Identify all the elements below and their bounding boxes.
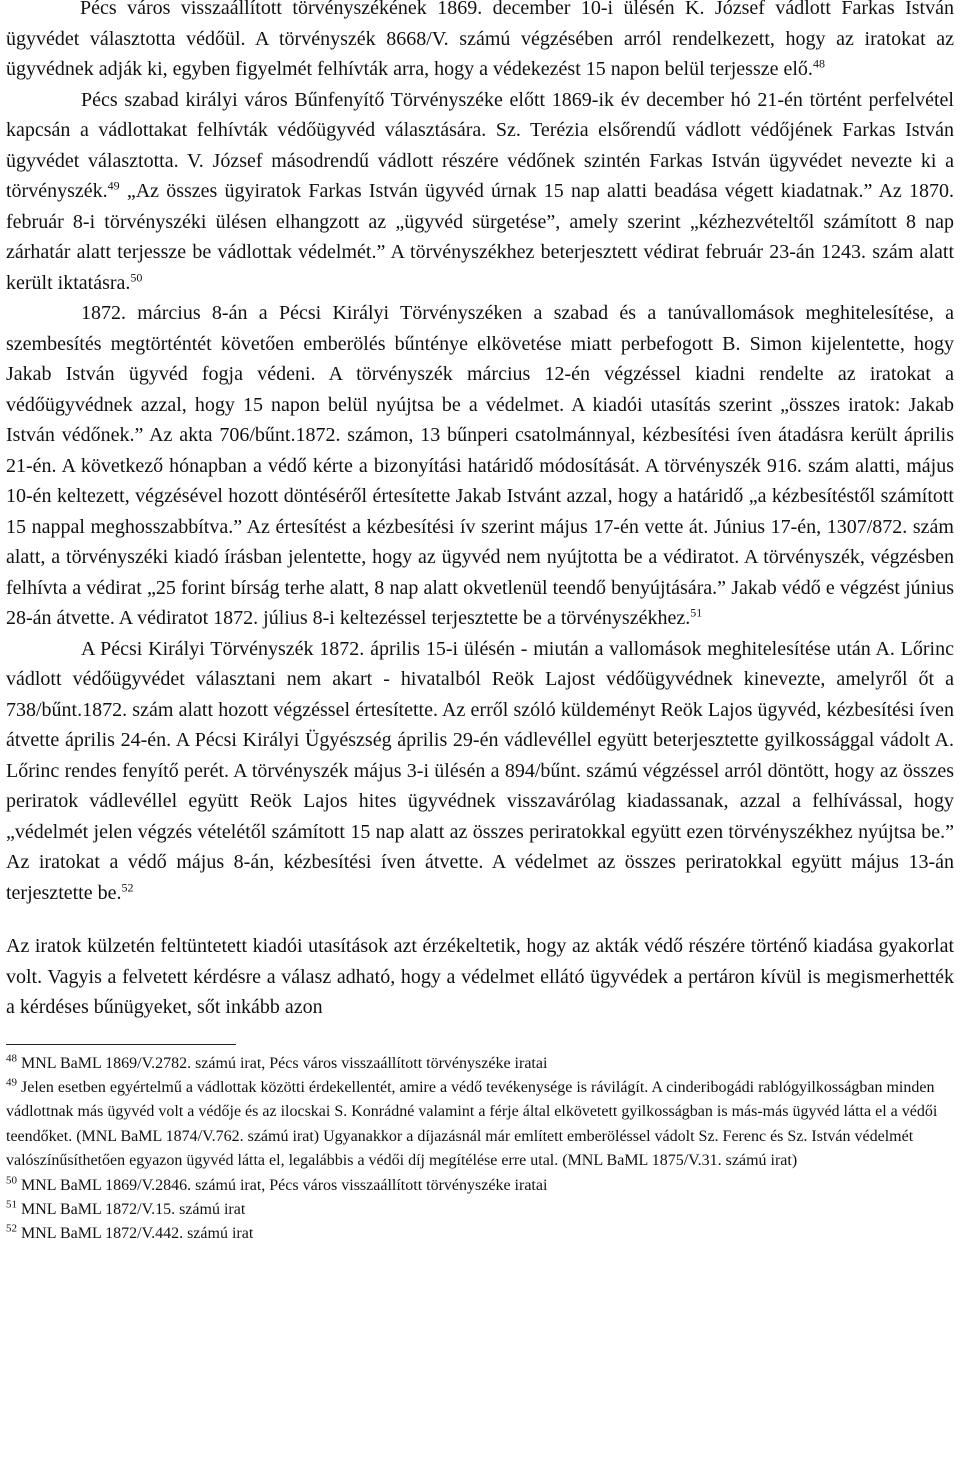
footnote-number: 51	[6, 1198, 17, 1211]
paragraph	[6, 0, 954, 85]
footnote	[6, 1052, 954, 1076]
footnote-number: 50	[6, 1174, 17, 1187]
paragraph	[6, 931, 954, 1023]
footnote	[6, 1198, 954, 1222]
footnote-divider	[6, 1044, 236, 1045]
paragraph	[6, 85, 954, 299]
footnote-ref[interactable]: 50	[130, 269, 143, 284]
footnote-text: MNL BaML 1869/V.2782. számú irat, Pécs város visszaállított törvényszéke iratai	[17, 1054, 548, 1072]
paragraph-text: A Pécsi Királyi Törvényszék 1872. április 15-i ülésén - miután a vallomások meghitelesítése után A. Lőrinc vádlott védőügyvédet választani nem akart - hivatalból Reök Lajost védőügyvédnek kinevezte, amelyről őt a 738/bűnt.1872. szám alatt hozott végzéssel értesítette. Az erről szóló küldeményt Reök Lajos ügyvéd, kézbesítési íven átvette április 24-én. A Pécsi Királyi Ügyészség április 29-én vádlevéllel együtt beterjesztette gyilkossággal vádolt A. Lőrinc rendes fenyítő perét. A törvényszék május 3-i ülésén a 894/bűnt. számú végzéssel arról döntött, hogy az összes periratok vádlevéllel együtt Reök Lajos hites ügyvédnek visszavárólag kiadassanak, azzal a felhívással, hogy „védelmét jelen végzés vételétől számított 15 nap alatt az összes periratokkal együtt ezen törvényszékhez nyújtsa be.” Az iratokat a védő május 8-án, kézbesítési íven átvette. A védelmet az összes periratokkal együtt május 13-án terjesztette be.	[6, 637, 954, 904]
paragraph-text: Pécs város visszaállított törvényszékének 1869. december 10-i ülésén K. József vádlott Farkas István ügyvédet választotta védőül. A törvényszék 8668/V. számú végzésében arról rendelkezett, hogy az iratokat az ügyvédnek adják ki, egyben figyelmét felhívták arra, hogy a védekezést 15 napon belül terjessze elő.	[6, 0, 954, 80]
footnotes	[6, 1052, 954, 1247]
footnote-number: 49	[6, 1076, 17, 1089]
footnote-ref[interactable]: 51	[690, 605, 703, 620]
footnote-ref[interactable]: 49	[107, 178, 120, 193]
footnote-number: 52	[6, 1223, 17, 1236]
footnote-ref[interactable]: 52	[121, 879, 134, 894]
footnote-text: Jelen esetben egyértelmű a vádlottak közötti érdekellentét, amire a védő tevékenysége is rávilágít. A cinderibogádi rablógyilkosságban minden vádlottnak más ügyvéd volt a védője és az ilocskai S. Konrádné valamint a férje által elkövetett gyilkosságban is más-más ügyvéd látta el a védői teendőket. (MNL BaML 1874/V.762. számú irat) Ugyanakkor a díjazásnál már említett emberöléssel vádolt Sz. Ferenc és Sz. István védelmét valószínűsíthetően egyazon ügyvéd látta el, legalábbis a védői díj megítélése erre utal. (MNL BaML 1875/V.31. számú irat)	[6, 1078, 938, 1170]
footnote-text: MNL BaML 1869/V.2846. számú irat, Pécs város visszaállított törvényszéke iratai	[17, 1176, 548, 1194]
footnote-ref[interactable]: 48	[812, 56, 825, 71]
paragraph-text: „Az összes ügyiratok Farkas István ügyvéd úrnak 15 nap alatti beadása végett kiadatnak.” Az 1870. február 8-i törvényszéki ülésen elhangzott az „ügyvéd sürgetése”, amely szerint „kézhezvételtől számított 8 nap zárhatár alatt terjessze be vádlottak védelmét.” A törvényszékhez beterjesztett védirat február 23-án 1243. szám alatt került iktatásra.	[6, 180, 954, 294]
main-text	[6, 0, 954, 1023]
paragraph-text: Pécs szabad királyi város Bűnfenyítő Törvényszéke előtt 1869-ik év december hó 21-én történt perfelvétel kapcsán a vádlottakat felhívták védőügyvéd választására. Sz. Terézia elsőrendű vádlott védőjének Farkas István ügyvédet választotta. V. József másodrendű vádlott részére védőnek szintén Farkas István ügyvédet nevezte ki a törvényszék.	[6, 88, 954, 202]
footnote	[6, 1076, 954, 1174]
paragraph-text: 1872. március 8-án a Pécsi Királyi Törvényszéken a szabad és a tanúvallomások meghitelesítése, a szembesítés megtörténtét követően emberölés bűnténye elkövetése miatt perbefogott B. Simon kijelentette, hogy Jakab István ügyvéd fogja védeni. A törvényszék március 12-én végzéssel kiadni rendelte az iratokat a védőügyvédnek azzal, hogy 15 napon belül nyújtsa be a védelmet. A kiadói utasítás szerint „összes iratok: Jakab István védőnek.” Az akta 706/bűnt.1872. számon, 13 bűnperi csatolmánnyal, kézbesítési íven átadásra került április 21-én. A következő hónapban a védő kérte a bizonyítási határidő módosítását. A törvényszék 916. szám alatti, május 10-én keltezett, végzésével hozott döntéséről értesítette Jakab Istvánt azzal, hogy a határidő „a kézbesítéstől számított 15 nappal meghosszabbítva.” Az értesítést a kézbesítési ív szerint május 17-én vette át. Június 17-én, 1307/872. szám alatt, a törvényszéki kiadó írásban jelentette, hogy az ügyvéd nem nyújtotta be a védiratot. A törvényszék, végzésben felhívta a védirat „25 forint bírság terhe alatt, 8 nap alatt okvetlenül teendő benyújtására.” Jakab védő e végzést június 28-án átvette. A védiratot 1872. július 8-i keltezéssel terjesztette be a törvényszékhez.	[6, 302, 954, 629]
paragraph-text: Az iratok külzetén feltüntetett kiadói utasítások azt érzékeltetik, hogy az akták védő részére történő kiadása gyakorlat volt. Vagyis a felvetett kérdésre a válasz adható, hogy a védelmet ellátó ügyvédek a pertáron kívül is megismerhették a kérdéses bűnügyeket, sőt inkább azon	[6, 935, 954, 1018]
footnote-text: MNL BaML 1872/V.15. számú irat	[17, 1200, 246, 1218]
footnote-text: MNL BaML 1872/V.442. számú irat	[17, 1225, 254, 1243]
paragraph	[6, 298, 954, 634]
paragraph	[6, 634, 954, 909]
footnote-number: 48	[6, 1052, 17, 1065]
footnote	[6, 1174, 954, 1198]
footnote	[6, 1222, 954, 1246]
